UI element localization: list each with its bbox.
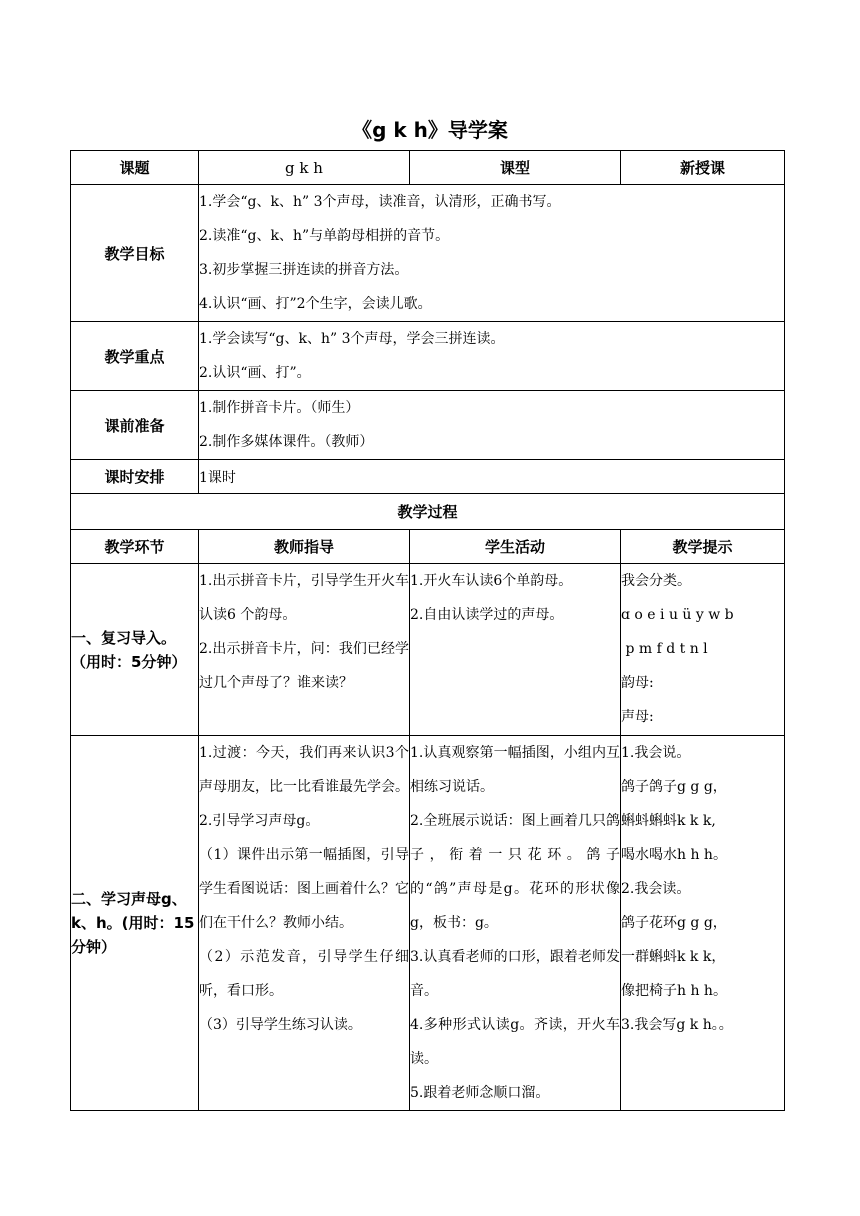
teacher-step: 2.出示拼音卡片，问：我们已经学过几个声母了？谁来读？ bbox=[199, 641, 409, 691]
goal-item: 4.认识“画、打”2个生字，会读儿歌。 bbox=[199, 296, 432, 312]
lesson-plan-table bbox=[70, 150, 785, 1111]
schedule-value: 1课时 bbox=[199, 460, 785, 494]
goal-item: 3.初步掌握三拼连读的拼音方法。 bbox=[199, 262, 409, 278]
label-type: 课型 bbox=[410, 151, 621, 185]
col-teacher: 教师指导 bbox=[199, 530, 410, 564]
goals-label: 教学目标 bbox=[71, 185, 199, 322]
tip-line: 鸽子鸽子g g g， bbox=[621, 779, 727, 795]
tip-line: 韵母: bbox=[621, 675, 654, 691]
tip-line: p m f d t n l bbox=[621, 641, 708, 657]
student-step: 1.开火车认读6个单韵母。 bbox=[410, 573, 573, 589]
stage-row bbox=[71, 736, 785, 1111]
teacher-guidance bbox=[199, 736, 410, 1111]
student-step: 2.自由认读学过的声母。 bbox=[410, 607, 564, 623]
goal-item: 1.学会“g、k、h” 3个声母，读准音，认清形，正确书写。 bbox=[199, 194, 561, 210]
student-step: 2.全班展示说话：图上画着几只鸽子，衔着一只花环。鸽子的“鸽”声母是g。花环的形状像g，板书：g。 bbox=[410, 813, 620, 931]
prep-content bbox=[199, 391, 785, 460]
teaching-tips bbox=[621, 736, 785, 1111]
tip-line: 鸽子花环g g g， bbox=[621, 915, 727, 931]
student-step: 3.认真看老师的口形，跟着老师发音。 bbox=[410, 949, 620, 999]
goal-item: 2.读准“g、k、h”与单韵母相拼的音节。 bbox=[199, 228, 450, 244]
teacher-step: （1）课件出示第一幅插图，引导学生看图说话：图上画着什么？它们在干什么？教师小结。 bbox=[199, 847, 409, 931]
student-activity bbox=[410, 736, 621, 1111]
student-step: 1.认真观察第一幅插图，小组内互相练习说话。 bbox=[410, 745, 620, 795]
schedule-label: 课时安排 bbox=[71, 460, 199, 494]
process-title: 教学过程 bbox=[71, 494, 785, 530]
schedule-row bbox=[71, 460, 785, 494]
focus-row bbox=[71, 322, 785, 391]
tip-line: 一群蝌蚪k k k， bbox=[621, 949, 726, 965]
col-tips: 教学提示 bbox=[621, 530, 785, 564]
student-step: 4.多种形式认读g。齐读，开火车读。 bbox=[410, 1017, 620, 1067]
tip-line: 3.我会写g k h。。 bbox=[621, 1017, 733, 1033]
type-value: 新授课 bbox=[621, 151, 785, 185]
focus-item: 1.学会读写“g、k、h” 3个声母，学会三拼连读。 bbox=[199, 331, 505, 347]
focus-label: 教学重点 bbox=[71, 322, 199, 391]
stage-name: 一、复习导入。（用时：5分钟） bbox=[71, 564, 199, 736]
col-student: 学生活动 bbox=[410, 530, 621, 564]
process-title-row bbox=[71, 494, 785, 530]
student-activity bbox=[410, 564, 621, 736]
teacher-step: 1.出示拼音卡片，引导学生开火车认读6 个韵母。 bbox=[199, 573, 409, 623]
tip-line: 1.我会说。 bbox=[621, 745, 691, 761]
student-step: 5.跟着老师念顺口溜。 bbox=[410, 1085, 550, 1101]
focus-content bbox=[199, 322, 785, 391]
focus-item: 2.认识“画、打”。 bbox=[199, 365, 311, 381]
stage-row bbox=[71, 564, 785, 736]
teacher-step: （2）示范发音，引导学生仔细听，看口形。 bbox=[199, 949, 409, 999]
col-stage: 教学环节 bbox=[71, 530, 199, 564]
tip-line: ɑ o e i u ü y w b bbox=[621, 607, 734, 623]
tip-line: 像把椅子h h h。 bbox=[621, 983, 727, 999]
teacher-step: 1.过渡：今天，我们再来认识3个声母朋友，比一比看谁最先学会。 bbox=[199, 745, 409, 795]
goals-row bbox=[71, 185, 785, 322]
teaching-tips bbox=[621, 564, 785, 736]
teacher-step: 2.引导学习声母g。 bbox=[199, 813, 320, 829]
tip-line: 喝水喝水h h h。 bbox=[621, 847, 727, 863]
tip-line: 蝌蚪蝌蚪k k k, bbox=[621, 813, 716, 829]
header-row bbox=[71, 151, 785, 185]
prep-item: 1.制作拼音卡片。（师生） bbox=[199, 400, 360, 416]
prep-label: 课前准备 bbox=[71, 391, 199, 460]
teacher-guidance bbox=[199, 564, 410, 736]
goals-content bbox=[199, 185, 785, 322]
page-title: 《g k h》导学案 bbox=[352, 118, 508, 142]
process-header-row bbox=[71, 530, 785, 564]
topic-value: g k h bbox=[199, 151, 410, 185]
label-topic: 课题 bbox=[71, 151, 199, 185]
tip-line: 2.我会读。 bbox=[621, 881, 691, 897]
teacher-step: （3）引导学生练习认读。 bbox=[199, 1017, 362, 1033]
stage-name: 二、学习声母g、k、h。(用时：15分钟） bbox=[71, 736, 199, 1111]
tip-line: 我会分类。 bbox=[621, 573, 691, 589]
tip-line: 声母: bbox=[621, 709, 654, 725]
prep-row bbox=[71, 391, 785, 460]
prep-item: 2.制作多媒体课件。（教师） bbox=[199, 434, 374, 450]
